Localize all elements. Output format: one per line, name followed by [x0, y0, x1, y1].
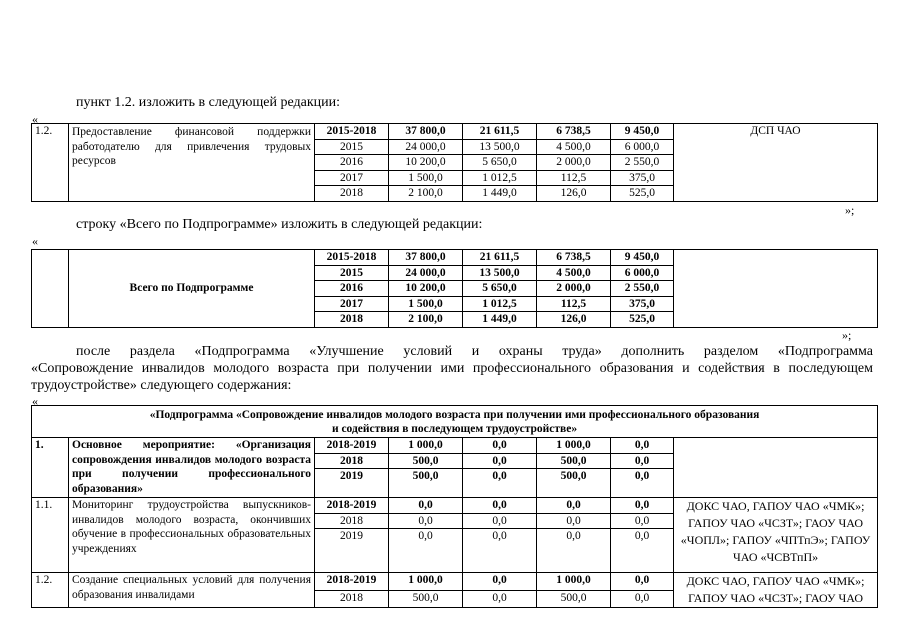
cell: 2 550,0	[611, 155, 674, 171]
cell: 9 450,0	[611, 124, 674, 140]
close-quote-1: »;	[845, 203, 855, 217]
cell: 2019	[315, 529, 389, 573]
cell: 37 800,0	[389, 124, 463, 140]
cell: 2018-2019	[315, 573, 389, 591]
cell: 5 650,0	[463, 155, 537, 171]
cell: 2 100,0	[389, 312, 463, 328]
cell: 2 000,0	[537, 155, 611, 171]
table-row	[32, 573, 878, 591]
intro-text-2: строку «Всего по Подпрограмме» изложить в следующей редакции:	[76, 217, 483, 232]
cell: 0,0	[389, 529, 463, 573]
cell: 1 449,0	[463, 186, 537, 202]
cell: 21 611,5	[463, 124, 537, 140]
cell: 13 500,0	[463, 265, 537, 281]
cell: 1 000,0	[389, 438, 463, 454]
item-name: Создание специальных условий для получения образования инвалидами	[69, 573, 315, 608]
cell: 500,0	[389, 453, 463, 469]
cell: 6 000,0	[611, 265, 674, 281]
cell: 21 611,5	[463, 250, 537, 266]
cell: 9 450,0	[611, 250, 674, 266]
cell: 4 500,0	[537, 265, 611, 281]
cell: 0,0	[389, 513, 463, 529]
cell: 0,0	[463, 498, 537, 514]
cell: 2018	[315, 453, 389, 469]
cell: 112,5	[537, 170, 611, 186]
item-executor: ДСП ЧАО	[674, 124, 878, 202]
subprogram-header	[32, 406, 878, 438]
open-quote-1: «	[32, 112, 38, 126]
item-name: Предоставление финансовой поддержки работодателю для привлечения трудовых ресурсов	[69, 124, 315, 202]
cell: 1 449,0	[463, 312, 537, 328]
cell: 0,0	[463, 469, 537, 498]
cell: 0,0	[463, 573, 537, 591]
cell: 2016	[315, 281, 389, 297]
para3-line3: трудоустройстве» следующего содержания:	[31, 378, 292, 393]
cell: 525,0	[611, 312, 674, 328]
cell: 37 800,0	[389, 250, 463, 266]
cell: 0,0	[611, 498, 674, 514]
cell: 5 650,0	[463, 281, 537, 297]
cell: 375,0	[611, 170, 674, 186]
table-row	[32, 438, 878, 454]
cell: 0,0	[463, 453, 537, 469]
cell: 2017	[315, 170, 389, 186]
cell: 500,0	[537, 590, 611, 608]
cell: 0,0	[463, 529, 537, 573]
cell: 2019	[315, 469, 389, 498]
close-quote-2: »;	[842, 328, 852, 342]
cell: 6 000,0	[611, 139, 674, 155]
table-row	[32, 124, 878, 140]
cell: 2018	[315, 312, 389, 328]
item-number: 1.2.	[32, 573, 69, 608]
cell: 2 550,0	[611, 281, 674, 297]
empty-cell	[674, 250, 878, 328]
cell: 525,0	[611, 186, 674, 202]
para3-line2: «Сопровождение инвалидов молодого возраста при получении ими профессионального образования и содействия в последующем	[31, 361, 873, 376]
table-header-row	[32, 406, 878, 438]
empty-cell	[32, 250, 69, 328]
cell: 24 000,0	[389, 265, 463, 281]
table-1	[31, 123, 878, 202]
cell: 2018	[315, 186, 389, 202]
cell: 10 200,0	[389, 281, 463, 297]
item-number: 1.2.	[32, 124, 69, 202]
open-quote-2: «	[32, 234, 38, 248]
cell: 6 738,5	[537, 250, 611, 266]
cell: 500,0	[389, 590, 463, 608]
intro-text-1: пункт 1.2. изложить в следующей редакции:	[76, 95, 340, 110]
item-number: 1.	[32, 438, 69, 498]
cell: 6 738,5	[537, 124, 611, 140]
cell: 2018	[315, 513, 389, 529]
cell: 1 000,0	[537, 573, 611, 591]
total-label: Всего по Подпрограмме	[69, 250, 315, 328]
cell: 2018-2019	[315, 438, 389, 454]
cell: 0,0	[611, 453, 674, 469]
cell: 2015-2018	[315, 124, 389, 140]
cell: 0,0	[611, 513, 674, 529]
cell: 112,5	[537, 296, 611, 312]
cell: 0,0	[463, 590, 537, 608]
cell: 126,0	[537, 186, 611, 202]
item-executor: ДОКС ЧАО, ГАПОУ ЧАО «ЧМК»; ГАПОУ ЧАО «ЧСЗТ»; ГАОУ ЧАО «ЧОПЛ»; ГАПОУ «ЧПТпЭ»; ГАПОУ ЧАО «ЧСВТпП»	[674, 498, 878, 573]
cell: 0,0	[389, 498, 463, 514]
cell: 375,0	[611, 296, 674, 312]
cell: 2017	[315, 296, 389, 312]
open-quote-3: «	[32, 394, 38, 408]
cell: 2016	[315, 155, 389, 171]
table-3	[31, 405, 878, 608]
item-number: 1.1.	[32, 498, 69, 573]
cell: 2 000,0	[537, 281, 611, 297]
cell: 500,0	[389, 469, 463, 498]
cell: 0,0	[463, 513, 537, 529]
cell: 0,0	[463, 438, 537, 454]
cell: 2018-2019	[315, 498, 389, 514]
cell: 0,0	[611, 573, 674, 591]
cell: 2015	[315, 265, 389, 281]
cell: 0,0	[537, 513, 611, 529]
cell: 1 012,5	[463, 296, 537, 312]
cell: 0,0	[537, 529, 611, 573]
cell: 24 000,0	[389, 139, 463, 155]
subprogram-header-line2: и содействия в последующем трудоустройстве»	[331, 423, 578, 435]
cell: 500,0	[537, 469, 611, 498]
item-executor: ДОКС ЧАО, ГАПОУ ЧАО «ЧМК»; ГАПОУ ЧАО «ЧСЗТ»; ГАОУ ЧАО	[674, 573, 878, 608]
cell: 500,0	[537, 453, 611, 469]
item-name: Основное мероприятие: «Организация сопровождения инвалидов молодого возраста при получении профессионального образования»	[69, 438, 315, 498]
cell: 0,0	[537, 498, 611, 514]
cell: 2015	[315, 139, 389, 155]
cell: 1 500,0	[389, 296, 463, 312]
item-executor	[674, 438, 878, 498]
cell: 1 000,0	[389, 573, 463, 591]
cell: 0,0	[611, 438, 674, 454]
para3-line1: после раздела «Подпрограмма «Улучшение условий и охраны труда» дополнить разделом «Подпрограмма	[76, 344, 873, 359]
cell: 126,0	[537, 312, 611, 328]
cell: 1 500,0	[389, 170, 463, 186]
subprogram-header-line1: «Подпрограмма «Сопровождение инвалидов молодого возраста при получении ими профессионального образования	[149, 409, 760, 421]
cell: 2015-2018	[315, 250, 389, 266]
cell: 13 500,0	[463, 139, 537, 155]
table-row	[32, 498, 878, 514]
cell: 0,0	[611, 469, 674, 498]
cell: 2 100,0	[389, 186, 463, 202]
cell: 0,0	[611, 529, 674, 573]
cell: 2018	[315, 590, 389, 608]
cell: 10 200,0	[389, 155, 463, 171]
table-row	[32, 250, 878, 266]
cell: 1 012,5	[463, 170, 537, 186]
item-name: Мониторинг трудоустройства выпускников-инвалидов молодого возраста, окончивших обучение в профессиональных образовательных учреждениях	[69, 498, 315, 573]
cell: 0,0	[611, 590, 674, 608]
cell: 4 500,0	[537, 139, 611, 155]
cell: 1 000,0	[537, 438, 611, 454]
table-2	[31, 249, 878, 328]
